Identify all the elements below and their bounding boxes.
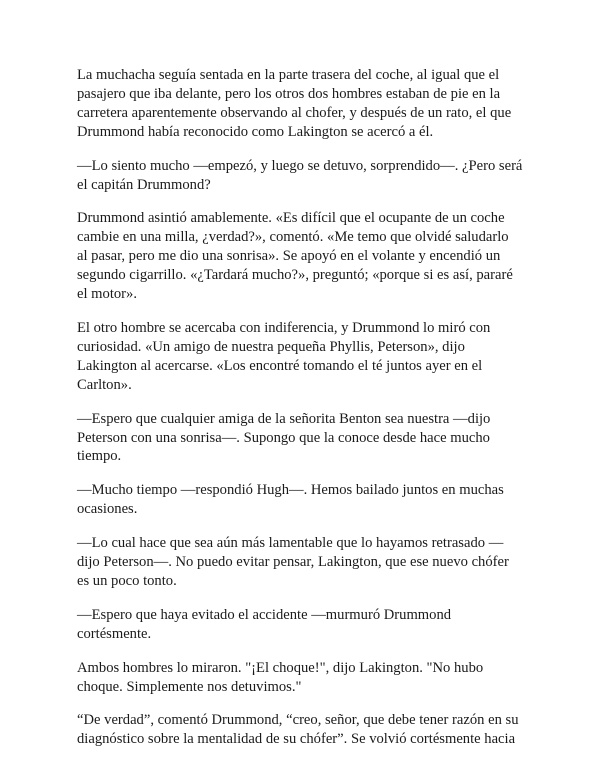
paragraph-5: —Espero que cualquier amiga de la señorita Benton sea nuestra —dijo Peterson con una sonrisa—. Supongo que la conoce desde hace mucho tiempo. bbox=[77, 410, 491, 465]
paragraph-3: Drummond asintió amablemente. «Es difícil que el ocupante de un coche cambie en una milla, ¿verdad?», comentó. «Me temo que olvidé saludarlo al pasar, pero me dio una sonrisa». Se apoyó en el volante y encendió un segundo cigarrillo. «¿Tardará mucho?», preguntó; «porque si es así, pararé el motor». bbox=[77, 210, 513, 303]
paragraph-10: “De verdad”, comentó Drummond, “creo, señor, que debe tener razón en su diagnóstico sobre la mentalidad de su chófer”. Se volvió cortésmente hacia bbox=[77, 712, 519, 748]
paragraph-8: —Espero que haya evitado el accidente —murmuró Drummond cortésmente. bbox=[77, 606, 452, 642]
paragraph-4: El otro hombre se acercaba con indiferencia, y Drummond lo miró con curiosidad. «Un amigo de nuestra pequeña Phyllis, Peterson», dijo Lakington al acercarse. «Los encontré tomando el té juntos ayer en el Carlton». bbox=[77, 319, 491, 393]
paragraph-9: Ambos hombres lo miraron. "¡El choque!", dijo Lakington. "No hubo choque. Simplemente nos detuvimos." bbox=[77, 659, 484, 695]
page-text bbox=[77, 66, 527, 764]
paragraph-7: —Lo cual hace que sea aún más lamentable que lo hayamos retrasado — dijo Peterson—. No puedo evitar pensar, Lakington, que ese nuevo chófer es un poco tonto. bbox=[77, 535, 509, 589]
paragraph-2: —Lo siento mucho —empezó, y luego se detuvo, sorprendido—. ¿Pero será el capitán Drummond? bbox=[77, 157, 523, 193]
paragraph-6: —Mucho tiempo —respondió Hugh—. Hemos bailado juntos en muchas ocasiones. bbox=[77, 482, 504, 518]
paragraph-1: La muchacha seguía sentada en la parte trasera del coche, al igual que el pasajero que iba delante, pero los otros dos hombres estaban de pie en la carretera aparentemente observando al chofer, y después de un rato, el que Drummond había reconocido como Lakington se acercó a él. bbox=[77, 67, 512, 140]
